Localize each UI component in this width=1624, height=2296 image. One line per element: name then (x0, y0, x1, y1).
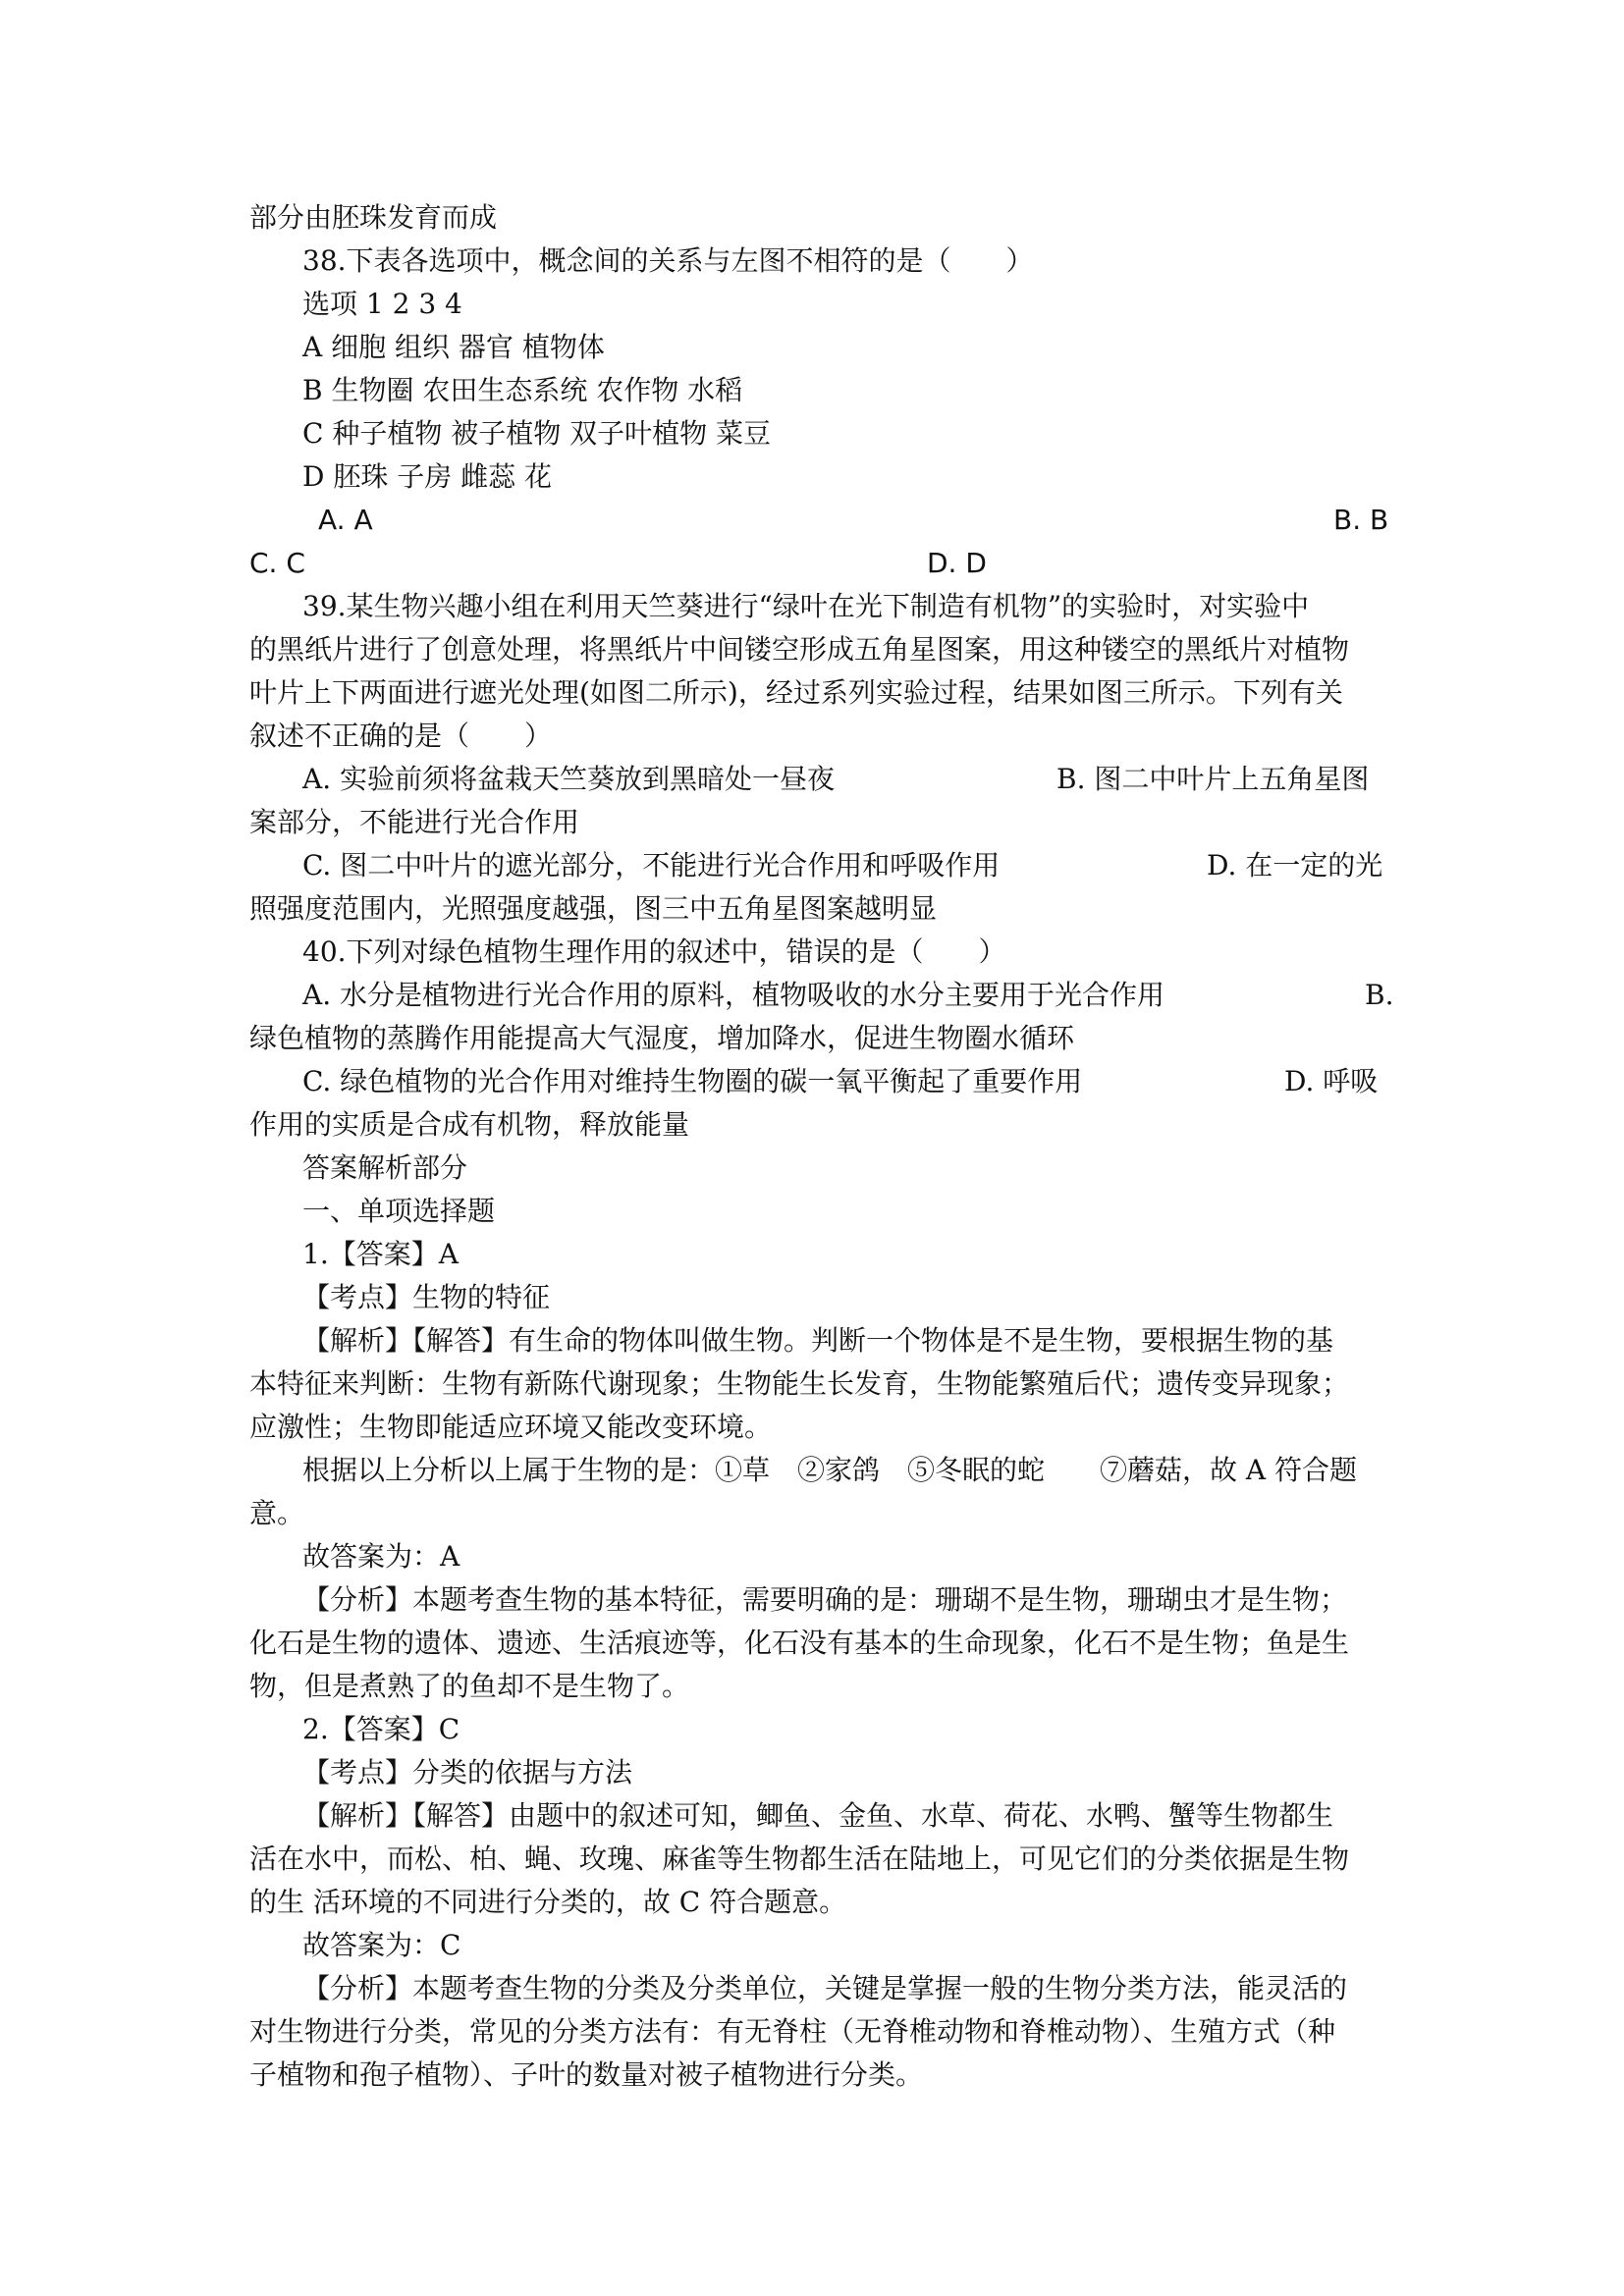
q40-option-b: B. (1365, 979, 1394, 1011)
q38-option-a: A. A (318, 504, 373, 536)
q38-option-b: B. B (1333, 504, 1389, 536)
answer-1-key: 1.【答案】A (302, 1238, 459, 1270)
question-39-stem-3: 叶片上下两面进行遮光处理(如图二所示)，经过系列实验过程，结果如图三所示。下列有关 (249, 676, 1343, 709)
table-header-row: 选项 1 2 3 4 (302, 288, 462, 320)
q39-option-d-cont: 照强度范围内，光照强度越强，图三中五角星图案越明显 (249, 892, 938, 925)
q40-option-b-cont: 绿色植物的蒸腾作用能提高大气湿度，增加降水，促进生物圈水循环 (249, 1022, 1075, 1054)
question-39-stem-4: 叙述不正确的是（ ） (249, 720, 553, 752)
continuation-text: 部分由胚珠发育而成 (249, 201, 498, 234)
question-38-stem: 38.下表各选项中，概念间的关系与左图不相符的是（ ） (302, 244, 1034, 277)
q40-option-d: D. 呼吸 (1284, 1065, 1379, 1097)
answer-2-explanation-1: 【解析】【解答】由题中的叙述可知，鲫鱼、金鱼、水草、荷花、水鸭、蟹等生物都生 (302, 1799, 1334, 1832)
answer-1-point: 【考点】生物的特征 (302, 1281, 551, 1313)
answer-1-analysis-1: 【分析】本题考查生物的基本特征，需要明确的是：珊瑚不是生物，珊瑚虫才是生物； (302, 1583, 1348, 1616)
table-row-c: C 种子植物 被子植物 双子叶植物 菜豆 (302, 417, 772, 450)
question-40-stem: 40.下列对绿色植物生理作用的叙述中，错误的是（ ） (302, 935, 1006, 968)
q39-option-c: C. 图二中叶片的遮光部分，不能进行光合作用和呼吸作用 (302, 849, 1001, 881)
q40-option-a: A. 水分是植物进行光合作用的原料，植物吸收的水分主要用于光合作用 (302, 979, 1165, 1011)
answer-1-explanation-4: 根据以上分析以上属于生物的是：①草 ②家鸽 ⑤冬眠的蛇 ⑦蘑菇，故 A 符合题 (302, 1454, 1358, 1486)
question-39-stem-2: 的黑纸片进行了创意处理，将黑纸片中间镂空形成五角星图案，用这种镂空的黑纸片对植物 (249, 633, 1350, 666)
answer-2-key: 2.【答案】C (302, 1713, 460, 1745)
q40-option-d-cont: 作用的实质是合成有机物，释放能量 (249, 1108, 690, 1141)
answers-title: 答案解析部分 (302, 1151, 468, 1184)
q39-option-d: D. 在一定的光 (1207, 849, 1383, 881)
answer-2-analysis-1: 【分析】本题考查生物的分类及分类单位，关键是掌握一般的生物分类方法，能灵活的 (302, 1972, 1348, 2004)
q39-option-b-cont: 案部分，不能进行光合作用 (249, 806, 580, 838)
answer-1-explanation-5: 意。 (249, 1497, 305, 1529)
table-row-d: D 胚珠 子房 雌蕊 花 (302, 460, 553, 493)
answer-2-explanation-3: 的生 活环境的不同进行分类的，故 C 符合题意。 (249, 1886, 847, 1918)
answer-1-explanation-1: 【解析】【解答】有生命的物体叫做生物。判断一个物体是不是生物，要根据生物的基 (302, 1324, 1334, 1357)
table-row-a: A 细胞 组织 器官 植物体 (302, 331, 605, 363)
answer-2-final: 故答案为：C (302, 1929, 461, 1961)
q38-option-d: D. D (927, 547, 987, 579)
answer-1-analysis-2: 化石是生物的遗体、遗迹、生活痕迹等，化石没有基本的生命现象，化石不是生物；鱼是生 (249, 1627, 1350, 1659)
q40-option-c: C. 绿色植物的光合作用对维持生物圈的碳一氧平衡起了重要作用 (302, 1065, 1083, 1097)
answer-2-explanation-2: 活在水中，而松、柏、蝇、玫瑰、麻雀等生物都生活在陆地上，可见它们的分类依据是生物 (249, 1842, 1350, 1875)
answer-2-analysis-2: 对生物进行分类，常见的分类方法有：有无脊柱（无脊椎动物和脊椎动物）、生殖方式（种 (249, 2015, 1336, 2048)
question-39-stem-1: 39.某生物兴趣小组在利用天竺葵进行“绿叶在光下制造有机物”的实验时，对实验中 (302, 590, 1310, 622)
answer-1-analysis-3: 物，但是煮熟了的鱼却不是生物了。 (249, 1670, 690, 1702)
answer-1-explanation-2: 本特征来判断：生物有新陈代谢现象；生物能生长发育，生物能繁殖后代；遗传变异现象； (249, 1367, 1350, 1400)
answer-2-point: 【考点】分类的依据与方法 (302, 1756, 633, 1789)
table-row-b: B 生物圈 农田生态系统 农作物 水稻 (302, 374, 743, 406)
answer-1-explanation-3: 应激性；生物即能适应环境又能改变环境。 (249, 1411, 773, 1443)
q38-option-c: C. C (249, 547, 305, 579)
answers-section-heading: 一、单项选择题 (302, 1195, 496, 1227)
answer-1-final: 故答案为：A (302, 1540, 460, 1573)
q39-option-a: A. 实验前须将盆栽天竺葵放到黑暗处一昼夜 (302, 763, 836, 795)
q39-option-b: B. 图二中叶片上五角星图 (1056, 763, 1370, 795)
answer-2-analysis-3: 子植物和孢子植物）、子叶的数量对被子植物进行分类。 (249, 2058, 924, 2091)
